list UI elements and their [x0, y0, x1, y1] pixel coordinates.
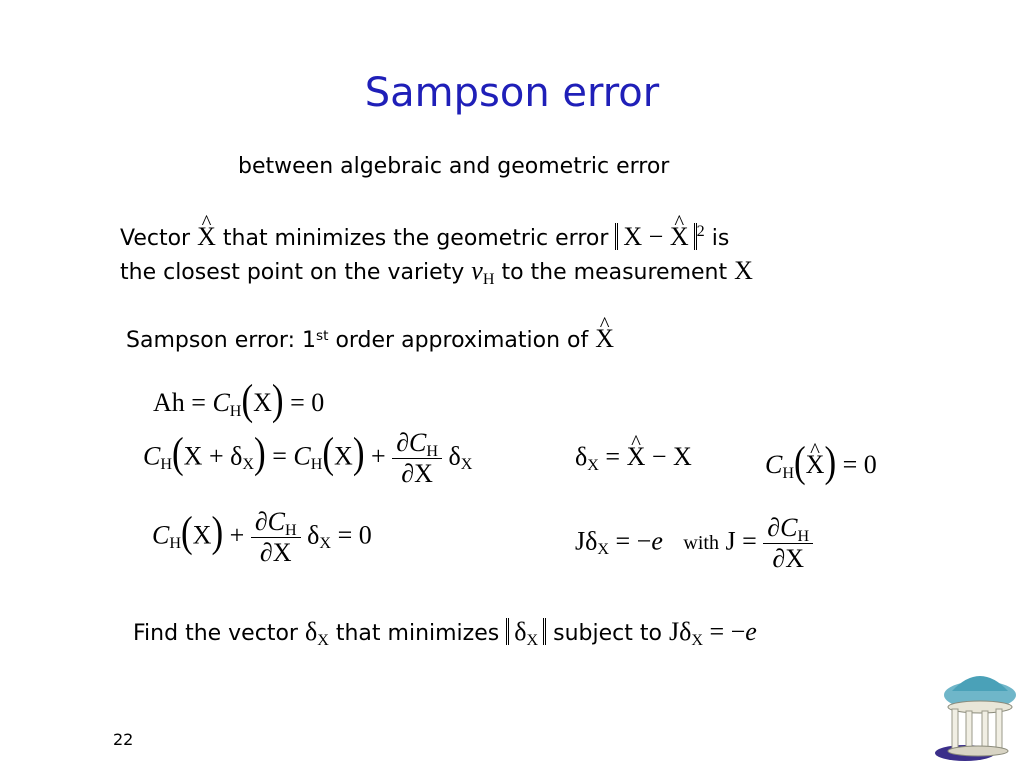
eq-with-word: with [683, 532, 719, 555]
para1-text-vector: Vector [120, 226, 191, 251]
math-constraint: JδX = −e [668, 617, 757, 649]
para2-line [126, 324, 614, 354]
math-x-hat-2: ^ X [595, 324, 614, 353]
find-text-1: Find the vector [133, 621, 298, 646]
para2-text: Sampson error: 1 [126, 328, 316, 353]
para1-line2 [120, 256, 753, 286]
para2-sup: st [315, 327, 329, 344]
equation-ah: Ah = CH(X) = 0 [153, 375, 325, 424]
para1-line1 [120, 222, 729, 252]
equation-linear: CH(X) + $\frac{\partial CH}{\partial X}$ δX = 0 [152, 507, 372, 567]
para2-text-approx: order approximation of [335, 328, 589, 353]
equation-delta: δX = ^ X − X [575, 442, 692, 472]
para1-text-minimizes: that minimizes the geometric error [222, 226, 609, 251]
find-text-3: subject to [553, 621, 662, 646]
equation-ch-xhat: CH(^ X) = 0 [765, 442, 877, 482]
math-geometric-norm: X − ^ X $^2$ [615, 222, 704, 251]
math-delta-x: δX [304, 617, 329, 649]
old-well-logo [930, 665, 1020, 765]
math-variety: νH [471, 256, 495, 288]
find-line [133, 617, 757, 647]
find-text-2: that minimizes [335, 621, 500, 646]
page-number: 22 [113, 730, 134, 749]
math-norm-delta: δX [506, 617, 546, 646]
slide-title: Sampson error [364, 70, 660, 116]
equation-jacobian: JδX = −e with J = $\frac{\partial CH}{\partial X}$ [575, 513, 813, 574]
math-x-hat: ^ X [197, 222, 216, 251]
para1-text-measurement: to the measurement [501, 260, 728, 285]
equation-taylor: CH(X + δX) = CH(X) + $\frac{\partial CH}{\partial X}$ δX [143, 428, 473, 488]
math-x: X [734, 256, 753, 285]
para1-text-closest: the closest point on the variety [120, 260, 465, 285]
slide-subtitle: between algebraic and geometric error [238, 154, 670, 179]
para1-text-is: is [711, 226, 730, 251]
